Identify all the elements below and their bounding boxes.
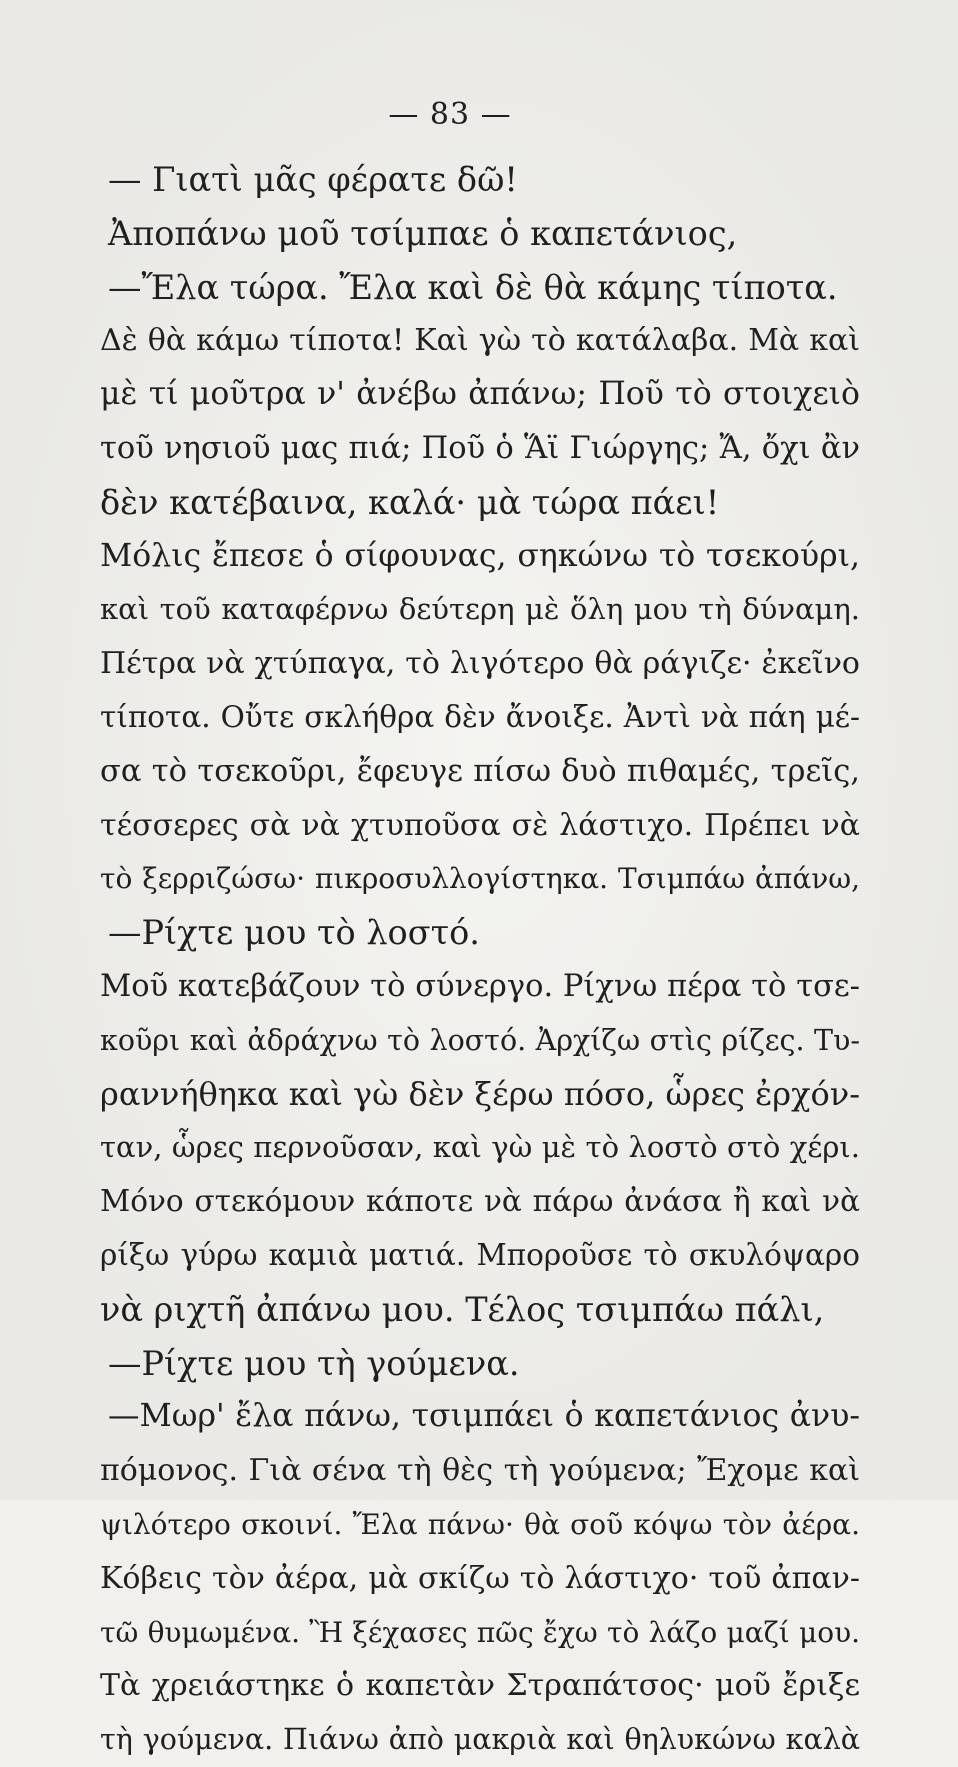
text-line: τοῦ νησιοῦ μας πιά; Ποῦ ὁ Ἅϊ Γιώργης; Ἄ, ὄχι ἂν — [100, 430, 860, 466]
body-text — [100, 153, 860, 1767]
text-line: Πέτρα νὰ χτύπαγα, τὸ λιγότερο θὰ ράγιζε· ἐκεῖνο — [100, 646, 860, 682]
text-line: —Μωρ' ἔλα πάνω, τσιμπάει ὁ καπετάνιος ἀνυ- — [108, 1398, 860, 1435]
text-line: νὰ ριχτῆ ἀπάνω μου. Τέλος τσιμπάω πάλι, — [100, 1289, 825, 1329]
text-line: Μοῦ κατεβάζουν τὸ σύνεργο. Ρίχνω πέρα τὸ τσε- — [100, 968, 860, 1004]
text-line: —Ρίχτε μου τὴ γούμενα. — [108, 1343, 520, 1383]
text-line: πόμονος. Γιὰ σένα τὴ θὲς τὴ γούμενα; Ἔχομε καὶ — [100, 1453, 860, 1489]
text-line: ταν, ὧρες περνοῦσαν, καὶ γὼ μὲ τὸ λοστὸ στὸ χέρι. — [100, 1130, 860, 1165]
text-line: ψιλότερο σκοινί. Ἔλα πάνω· θὰ σοῦ κόψω τὸν ἀέρα. — [100, 1507, 860, 1541]
text-line: —Ἔλα τώρα. Ἔλα καὶ δὲ θὰ κάμης τίποτα. — [108, 267, 838, 307]
text-line: —Ρίχτε μου τὸ λοστό. — [108, 913, 480, 953]
text-line: Μόλις ἔπεσε ὁ σίφουνας, σηκώνω τὸ τσεκούρι, — [100, 537, 860, 574]
text-line: ραννήθηκα καὶ γὼ δὲν ξέρω πόσο, ὧρες ἐρχόν- — [100, 1074, 860, 1113]
text-line: τῶ θυμωμένα. Ἢ ξέχασες πῶς ἔχω τὸ λάζο μαζί μου. — [100, 1615, 860, 1649]
text-line: τέσσερες σὰ νὰ χτυποῦσα σὲ λάστιχο. Πρέπει νὰ — [100, 807, 860, 843]
text-line: δὲν κατέβαινα, καλά· μὰ τώρα πάει! — [100, 482, 720, 522]
text-line: μὲ τί μοῦτρα ν' ἀνέβω ἀπάνω; Ποῦ τὸ στοιχειὸ — [100, 376, 860, 413]
text-line: Τὰ χρειάστηκε ὁ καπετὰν Στραπάτσος· μοῦ ἔριξε — [100, 1668, 860, 1704]
text-line: Ἀποπάνω μοῦ τσίμπαε ὁ καπετάνιος, — [108, 213, 738, 253]
text-line: σα τὸ τσεκοῦρι, ἔφευγε πίσω δυὸ πιθαμές, τρεῖς, — [100, 753, 860, 789]
text-line: — Γιατὶ μᾶς φέρατε δῶ! — [108, 160, 518, 199]
text-line: τίποτα. Οὔτε σκλήθρα δὲν ἄνοιξε. Ἀντὶ νὰ πάη μέ- — [100, 699, 860, 734]
text-line: κοῦρι καὶ ἀδράχνω τὸ λοστό. Ἀρχίζω στὶς ρίζες. Τυ- — [100, 1023, 860, 1057]
text-line: Κόβεις τὸν ἀέρα, μὰ σκίζω τὸ λάστιχο· τοῦ ἀπαν- — [100, 1560, 860, 1596]
text-line: Μόνο στεκόμουν κάποτε νὰ πάρω ἀνάσα ἢ καὶ νὰ — [100, 1184, 860, 1219]
text-line: τὸ ξερριζώσω· πικροσυλλογίστηκα. Τσιμπάω ἀπάνω, — [100, 862, 860, 896]
text-line: τὴ γούμενα. Πιάνω ἀπὸ μακριὰ καὶ θηλυκώνω καλὰ — [100, 1723, 860, 1757]
page-number: — 83 — — [388, 97, 512, 132]
text-line: καὶ τοῦ καταφέρνω δεύτερη μὲ ὅλη μου τὴ δύναμη. — [100, 592, 860, 627]
text-line: Δὲ θὰ κάμω τίποτα! Καὶ γὼ τὸ κατάλαβα. Μὰ καὶ — [100, 323, 860, 359]
text-line: ρίξω γύρω καμιὰ ματιά. Μποροῦσε τὸ σκυλόψαρο — [100, 1237, 860, 1272]
